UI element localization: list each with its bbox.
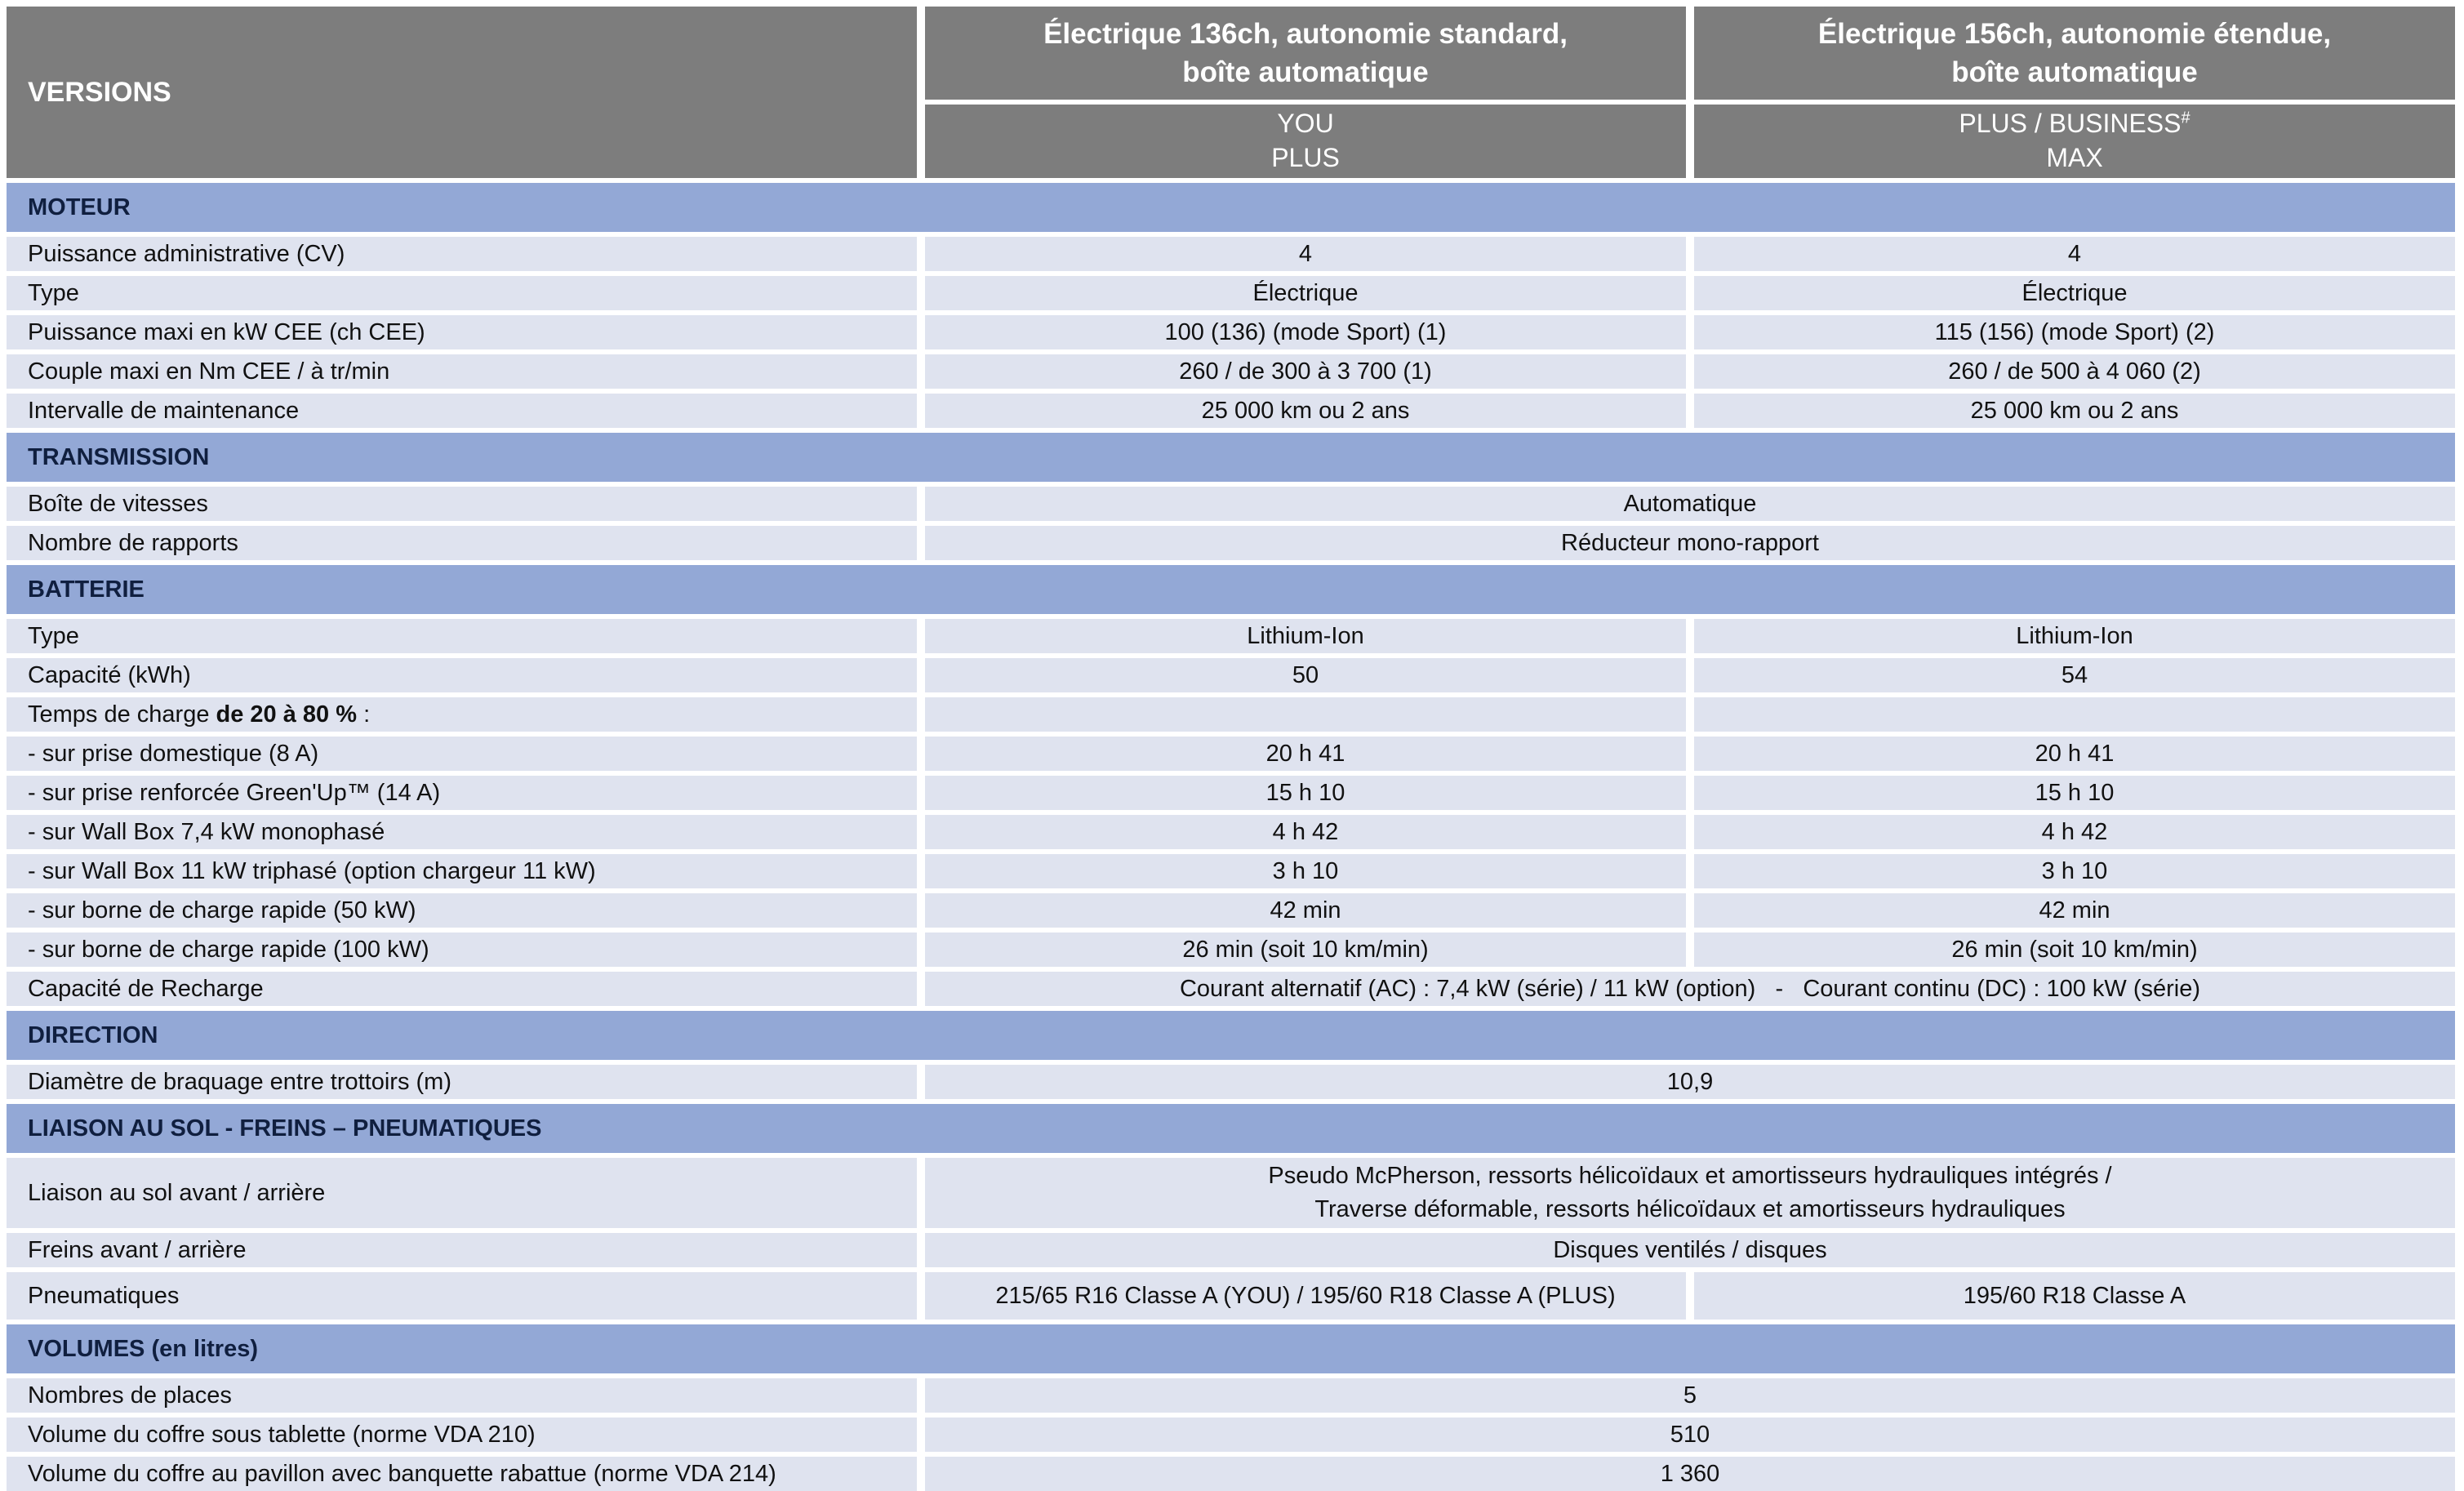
row-label: Intervalle de maintenance [7,394,917,428]
row-label: Capacité (kWh) [7,658,917,692]
row-value: 260 / de 300 à 3 700 (1) [925,354,1686,389]
row-value: 195/60 R18 Classe A [1694,1272,2455,1320]
spec-table [7,7,2455,1491]
row-value: Électrique [1694,276,2455,310]
row-value: 26 min (soit 10 km/min) [925,932,1686,967]
row-value: 4 [1694,237,2455,271]
row-label: Nombre de rapports [7,526,917,560]
footnote-mark: # [2181,109,2190,127]
versions-header: VERSIONS [7,7,917,178]
row-label: Liaison au sol avant / arrière [7,1158,917,1228]
row-value: Réducteur mono-rapport [925,526,2455,560]
row-value: 3 h 10 [925,854,1686,888]
row-label: Boîte de vitesses [7,487,917,521]
version-1-trim-line1: YOU [1277,109,1334,139]
section-volumes: VOLUMES (en litres) [7,1324,2455,1373]
row-value: 42 min [925,893,1686,928]
row-value: 54 [1694,658,2455,692]
row-label: - sur prise domestique (8 A) [7,737,917,771]
row-value: 1 360 [925,1457,2455,1491]
row-label: - sur borne de charge rapide (100 kW) [7,932,917,967]
row-label: Freins avant / arrière [7,1233,917,1267]
charge-time-intro [7,697,917,732]
section-moteur: MOTEUR [7,183,2455,232]
row-label: Couple maxi en Nm CEE / à tr/min [7,354,917,389]
row-label: - sur prise renforcée Green'Up™ (14 A) [7,776,917,810]
row-label: Capacité de Recharge [7,972,917,1006]
row-value: 215/65 R16 Classe A (YOU) / 195/60 R18 Classe A (PLUS) [925,1272,1686,1320]
charge-intro-range: de 20 à 80 % [216,701,358,728]
version-2-title-line2: boîte automatique [1951,56,2198,88]
row-label: Puissance administrative (CV) [7,237,917,271]
charge-intro-text: Temps de charge [28,701,216,728]
version-2-trims [1694,105,2455,178]
row-value [925,1158,2455,1228]
version-1-title-line1: Électrique 136ch, autonomie standard, [1043,17,1568,50]
version-1-trims [925,105,1686,178]
version-2-trim-line2: MAX [2046,143,2103,172]
row-value-empty [925,697,1686,732]
section-transmission: TRANSMISSION [7,433,2455,482]
row-label: - sur Wall Box 11 kW triphasé (option chargeur 11 kW) [7,854,917,888]
row-value: 4 h 42 [925,815,1686,849]
row-label: Nombres de places [7,1378,917,1413]
row-value: 26 min (soit 10 km/min) [1694,932,2455,967]
section-direction: DIRECTION [7,1011,2455,1060]
row-value: 10,9 [925,1065,2455,1099]
row-label: Volume du coffre sous tablette (norme VDA 210) [7,1418,917,1452]
version-1-title [925,7,1686,100]
row-value: 4 h 42 [1694,815,2455,849]
row-value: Électrique [925,276,1686,310]
row-label: Type [7,619,917,653]
row-value: 4 [925,237,1686,271]
row-value: 20 h 41 [925,737,1686,771]
version-2-title-line1: Électrique 156ch, autonomie étendue, [1817,17,2332,50]
row-value-empty [1694,697,2455,732]
row-value: Courant alternatif (AC) : 7,4 kW (série) / 11 kW (option) - Courant continu (DC) : 100 kW (série) [925,972,2455,1006]
row-value: 510 [925,1418,2455,1452]
row-value: 3 h 10 [1694,854,2455,888]
row-value: 20 h 41 [1694,737,2455,771]
section-batterie: BATTERIE [7,565,2455,614]
row-value: 15 h 10 [925,776,1686,810]
row-value: 5 [925,1378,2455,1413]
suspension-line1: Pseudo McPherson, ressorts hélicoïdaux et amortisseurs hydrauliques intégrés / [1268,1163,2112,1190]
version-1-title-line2: boîte automatique [1182,56,1429,88]
row-value: 42 min [1694,893,2455,928]
row-label: - sur Wall Box 7,4 kW monophasé [7,815,917,849]
row-value: 115 (156) (mode Sport) (2) [1694,315,2455,349]
row-value: Lithium-Ion [1694,619,2455,653]
row-label: Pneumatiques [7,1272,917,1320]
row-value: 50 [925,658,1686,692]
row-value: 260 / de 500 à 4 060 (2) [1694,354,2455,389]
suspension-line2: Traverse déformable, ressorts hélicoïdaux et amortisseurs hydrauliques [1314,1196,2066,1222]
row-label: - sur borne de charge rapide (50 kW) [7,893,917,928]
version-2-trim-line1 [1959,107,2190,141]
row-label: Puissance maxi en kW CEE (ch CEE) [7,315,917,349]
row-value: Automatique [925,487,2455,521]
row-label: Type [7,276,917,310]
version-2-trim-text: PLUS / BUSINESS [1959,109,2182,139]
version-1-trim-line2: PLUS [1271,143,1340,172]
version-2-title [1694,7,2455,100]
row-value: Lithium-Ion [925,619,1686,653]
row-value: 25 000 km ou 2 ans [1694,394,2455,428]
row-value: 25 000 km ou 2 ans [925,394,1686,428]
row-value: 100 (136) (mode Sport) (1) [925,315,1686,349]
section-liaison: LIAISON AU SOL - FREINS – PNEUMATIQUES [7,1104,2455,1153]
row-label: Volume du coffre au pavillon avec banquette rabattue (norme VDA 214) [7,1457,917,1491]
row-value: 15 h 10 [1694,776,2455,810]
row-value: Disques ventilés / disques [925,1233,2455,1267]
charge-intro-colon: : [357,701,371,728]
row-label: Diamètre de braquage entre trottoirs (m) [7,1065,917,1099]
